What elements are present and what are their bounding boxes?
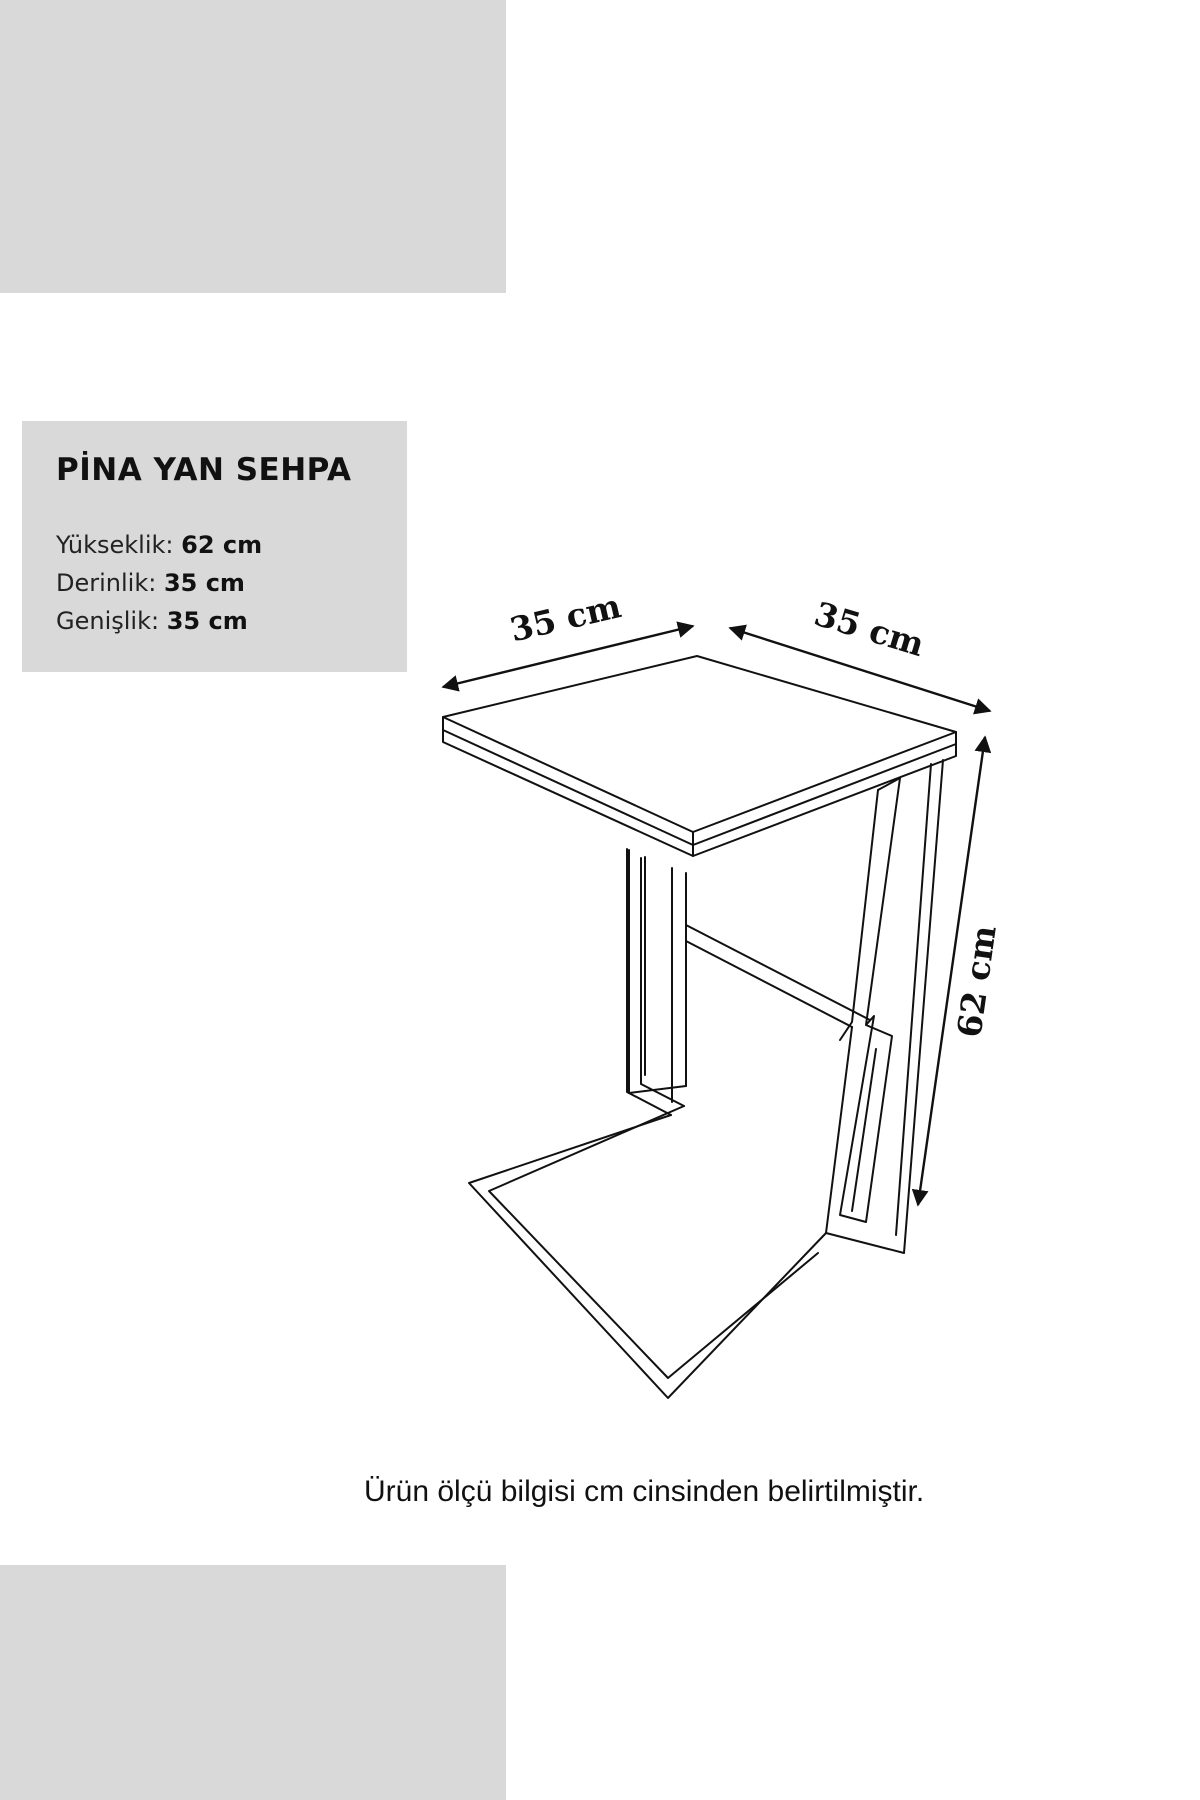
- leg-left-inner: [641, 858, 684, 1106]
- spec-label: Yükseklik:: [56, 531, 174, 559]
- rear-leg-inner-1: [896, 764, 931, 1235]
- depth-dimension-label: 35 cm: [809, 593, 929, 665]
- rear-leg-panel-outer: [840, 778, 900, 1222]
- tabletop-edge-front-inner: [443, 730, 693, 845]
- dimension-arrows: [443, 626, 990, 1205]
- spec-label: Derinlik:: [56, 569, 157, 597]
- table-outline: [443, 656, 956, 1398]
- tabletop-surface: [443, 656, 956, 832]
- measurement-footnote: Ürün ölçü bilgisi cm cinsinden belirtilmiştir.: [364, 1475, 925, 1508]
- leg-left-outer: [627, 849, 671, 1115]
- width-dimension-label: 35 cm: [506, 586, 625, 650]
- spec-label: Genişlik:: [56, 607, 160, 635]
- spec-value: 62 cm: [181, 531, 263, 559]
- tabletop-edge-right-inner: [693, 744, 956, 845]
- rear-leg-panel-inner: [840, 790, 878, 1040]
- crossbar-top: [686, 925, 870, 1020]
- height-dimension-label: 62 cm: [949, 923, 1004, 1040]
- spec-value: 35 cm: [166, 607, 248, 635]
- product-title: PİNA YAN SEHPA: [56, 452, 352, 488]
- base-frame-inner: [489, 1106, 818, 1378]
- crossbar-bottom: [686, 941, 852, 1027]
- rear-leg-lower-frame: [826, 1027, 852, 1233]
- spec-value: 35 cm: [163, 569, 245, 597]
